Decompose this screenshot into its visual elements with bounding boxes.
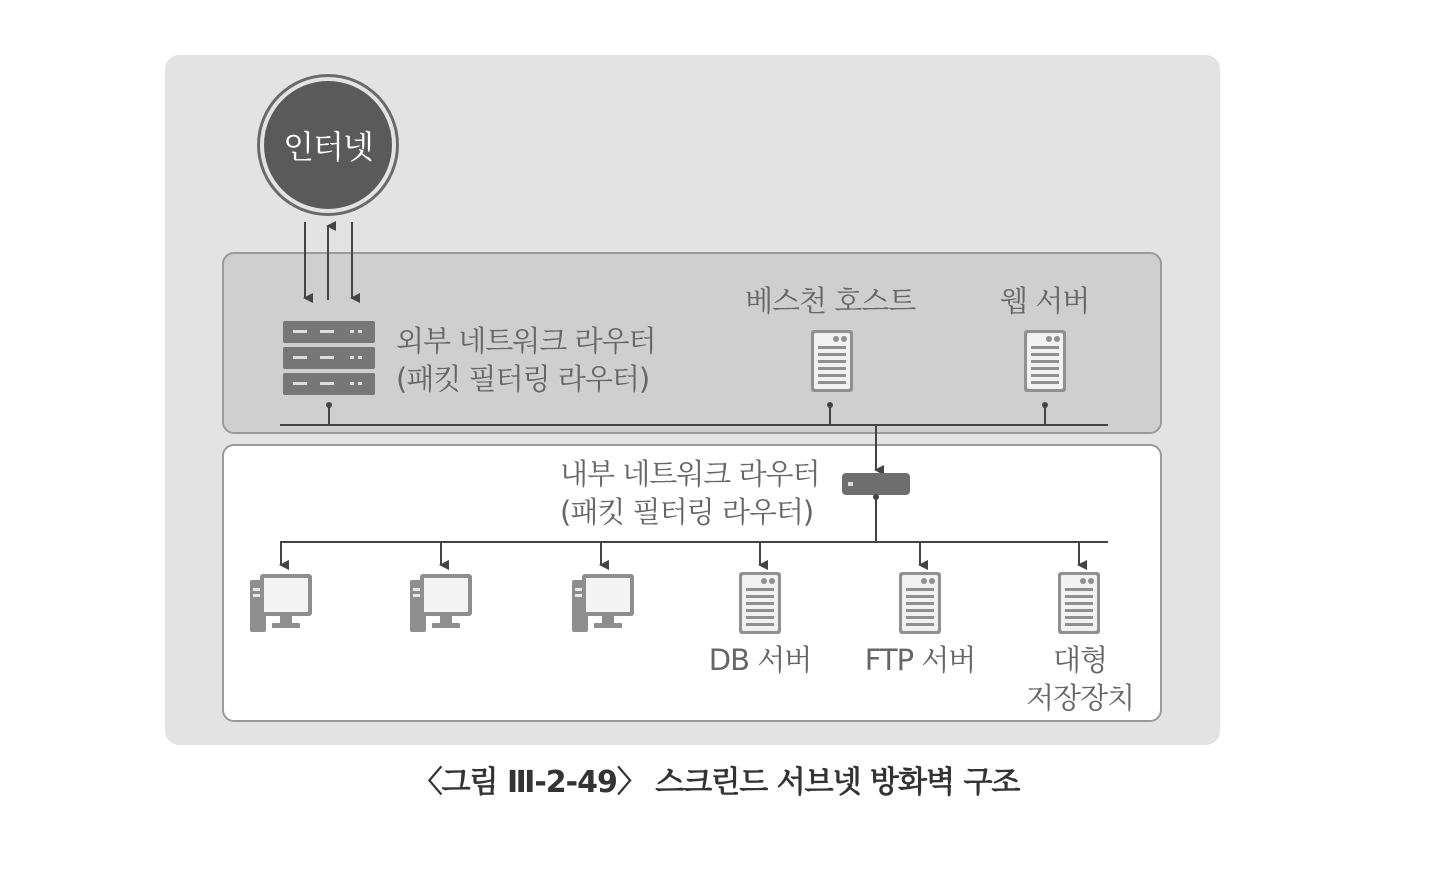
client-pc-icon	[410, 574, 472, 632]
internal-router-label	[560, 455, 820, 531]
bastion-host-server-icon	[811, 330, 853, 392]
db-server-label: DB 서버	[708, 643, 812, 677]
external-router-icon	[283, 321, 375, 395]
internet-label: 인터넷	[283, 128, 373, 166]
storage-label	[1010, 641, 1150, 717]
external-router-label-line1: 외부 네트워크 라우터	[396, 324, 656, 358]
ftp-server-icon	[899, 572, 941, 634]
external-router-label-line2: (패킷 필터링 라우터)	[396, 362, 650, 396]
web-server-icon	[1024, 330, 1066, 392]
web-server-label: 웹 서버	[1000, 284, 1090, 318]
external-router-label	[396, 322, 656, 398]
storage-label-line1: 대형	[1052, 643, 1108, 677]
figure-caption: 〈그림 Ⅲ-2-49〉 스크린드 서브넷 방화벽 구조	[412, 765, 1020, 800]
internal-router-label-line2: (패킷 필터링 라우터)	[560, 495, 814, 529]
internet-traffic-arrows	[305, 222, 352, 300]
storage-server-icon	[1058, 572, 1100, 634]
ftp-server-label: FTP 서버	[864, 643, 976, 677]
db-server-icon	[739, 572, 781, 634]
internal-router-label-line1: 내부 네트워크 라우터	[560, 457, 820, 491]
client-pc-icon	[572, 574, 634, 632]
internal-router-icon	[842, 473, 910, 495]
storage-label-line2: 저장장치	[1025, 681, 1135, 715]
bastion-host-label: 베스천 호스트	[745, 284, 916, 318]
client-pc-icon	[250, 574, 312, 632]
